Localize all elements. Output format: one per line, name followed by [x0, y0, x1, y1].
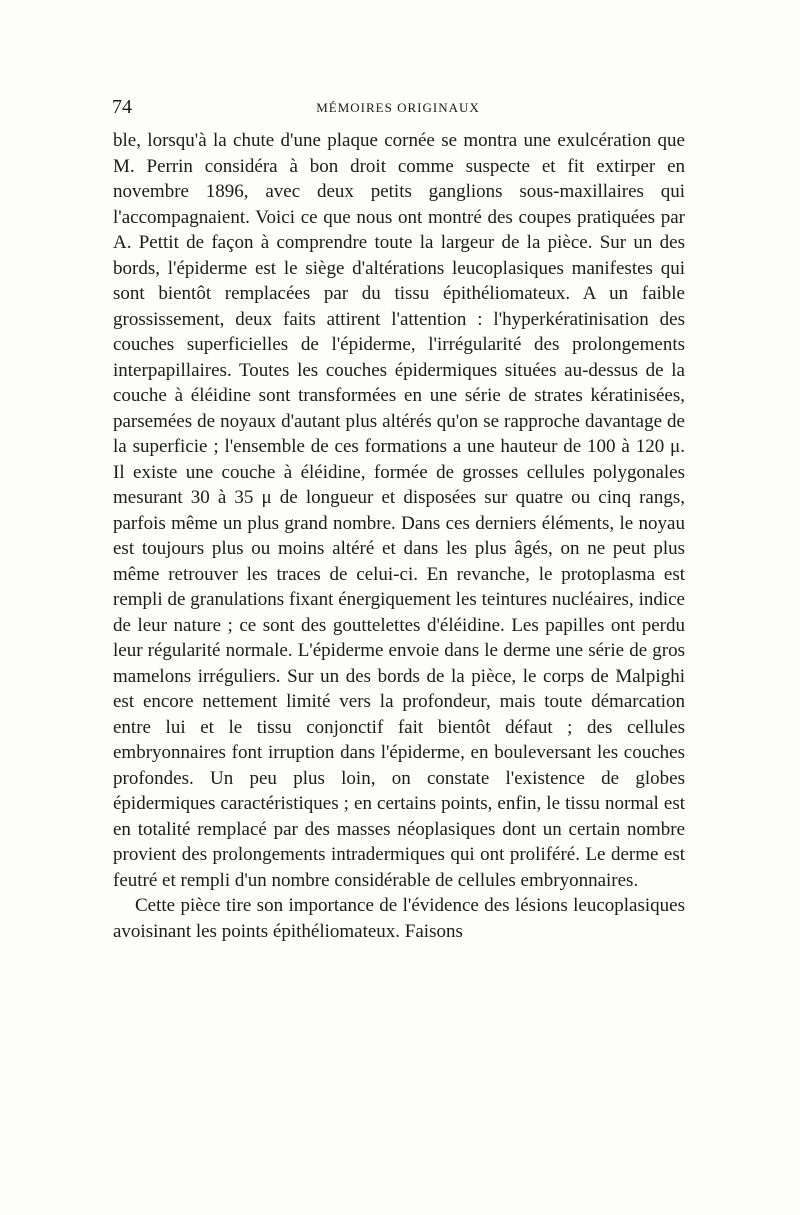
- body-text: [113, 128, 685, 944]
- paragraph-continued: ble, lorsqu'à la chute d'une plaque cornée se montra une exulcération que M. Perrin considéra à bon droit comme suspecte et fit extirper en novembre 1896, avec deux petits ganglions sous-maxillaires qui l'accompagnaient. Voici ce que nous ont montré des coupes pratiquées par A. Pettit de façon à comprendre toute la largeur de la pièce. Sur un des bords, l'épiderme est le siège d'altérations leucoplasiques manifestes qui sont bientôt remplacées par du tissu épithéliomateux. A un faible grossissement, deux faits attirent l'attention : l'hyperkératinisation des couches superficielles de l'épiderme, l'irrégularité des prolongements interpapillaires. Toutes les couches épidermiques situées au-dessus de la couche à éléidine sont transformées en une série de strates kératinisées, parsemées de noyaux d'autant plus altérés qu'on se rapproche davantage de la superficie ; l'ensemble de ces formations a une hauteur de 100 à 120 μ. Il existe une couche à éléidine, formée de grosses cellules polygonales mesurant 30 à 35 μ de longueur et disposées sur quatre ou cinq rangs, parfois même un plus grand nombre. Dans ces derniers éléments, le noyau est toujours plus ou moins altéré et dans les plus âgés, on ne peut plus même retrouver les traces de celui-ci. En revanche, le protoplasma est rempli de granulations fixant énergiquement les teintures nucléaires, indice de leur nature ; ce sont des gouttelettes d'éléidine. Les papilles ont perdu leur régularité normale. L'épiderme envoie dans le derme une série de gros mamelons irréguliers. Sur un des bords de la pièce, le corps de Malpighi est encore nettement limité vers la profondeur, mais toute démarcation entre lui et le tissu conjonctif fait bientôt défaut ; des cellules embryonnaires font irruption dans l'épiderme, en bouleversant les couches profondes. Un peu plus loin, on constate l'existence de globes épidermiques caractéristiques ; en certains points, enfin, le tissu normal est en totalité remplacé par des masses néoplasiques dont un certain nombre provient des prolongements intradermiques qui ont proliféré. Le derme est feutré et rempli d'un nombre considérable de cellules embryonnaires.: [113, 130, 685, 891]
- paragraph-new: Cette pièce tire son importance de l'évidence des lésions leucoplasiques avoisinant les points épithéliomateux. Faisons: [113, 895, 685, 942]
- page-header: [112, 96, 684, 120]
- page-number: 74: [112, 96, 132, 118]
- running-title: MÉMOIRES ORIGINAUX: [316, 100, 480, 115]
